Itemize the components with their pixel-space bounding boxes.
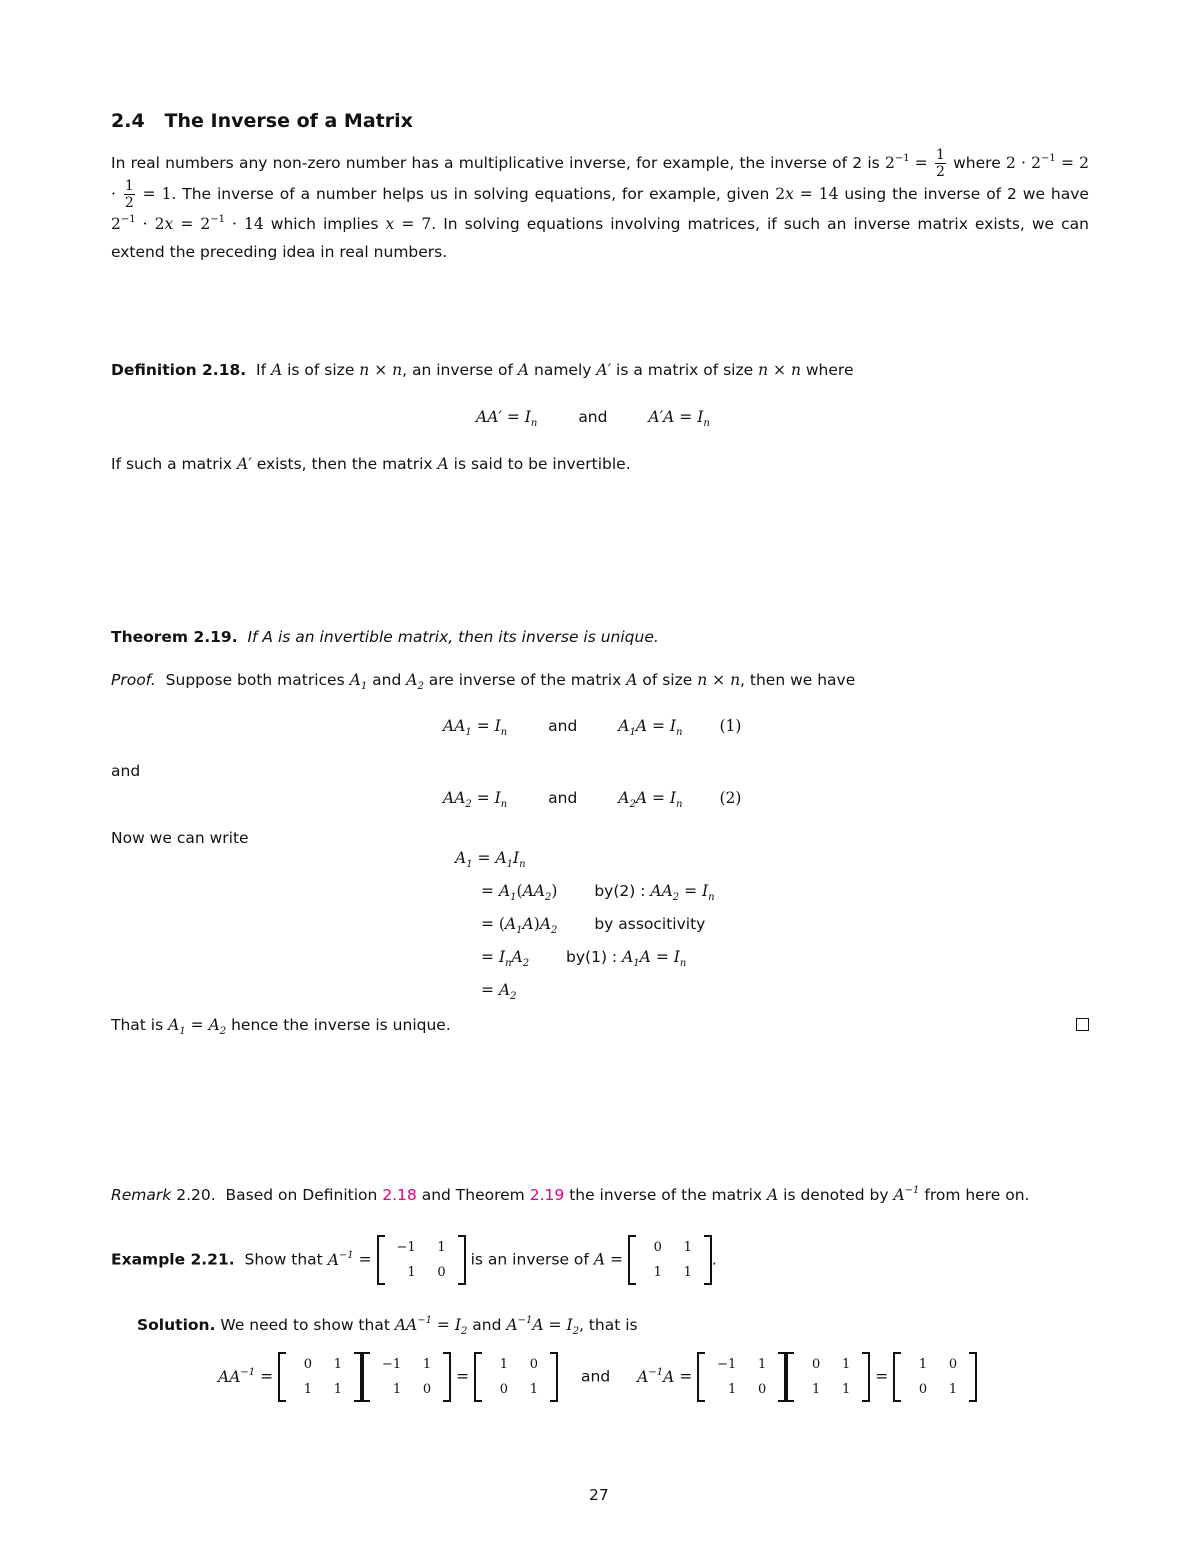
matrix-identity: 1 0 0 1	[893, 1352, 977, 1402]
qed-square-icon	[1076, 1018, 1089, 1031]
matrix-a-inverse: −1 1 1 0	[377, 1235, 466, 1285]
derivation-line-3: = $(A_1A)A_2$ by associtivity	[481, 915, 706, 936]
remark-2-20: Remark 2.20. Based on Definition 2.18 and Theorem 2.19 the inverse of the matrix A is denoted by $A^{-1}$ from here on.	[111, 1185, 1030, 1204]
matrix-a-inverse: −1 1 1 0	[697, 1352, 786, 1402]
solution-equations: $AA^{-1}$ = 0 1 1 1 −1 1 1 0 = 1 0 0 1 and $A^{-1}A$ = −1 1 1 0 0 1 1 1 = 1 0 0 1	[218, 1352, 977, 1402]
page-number: 27	[589, 1486, 609, 1504]
proof-intro: Proof. Suppose both matrices $A_1$ and $A_2$ are inverse of the matrix A of size n × n, then we have	[111, 671, 856, 692]
matrix-a: 0 1 1 1	[786, 1352, 870, 1402]
matrix-a: 0 1 1 1	[628, 1235, 712, 1285]
intro-paragraph: In real numbers any non-zero number has a multiplicative inverse, for example, the inverse of 2 is $2^{-1}$ = $\frac{1}{2}$ where $2 \cdot 2^{-1} = 2$ · $\frac{1}{2}$ = 1. The inverse of a number helps us in solving equations, for example, given 2x = 14 using the inverse of 2 we have $2^{-1} \cdot 2x = 2^{-1} \cdot 14$ which implies x = 7. In solving equations involving matrices, if such an inverse matrix exists, we can extend the preceding idea in real numbers.	[111, 147, 1090, 261]
derivation-line-5: = $A_2$	[481, 981, 517, 1002]
remark-label: Remark	[111, 1186, 172, 1204]
matrix-a-inverse: −1 1 1 0	[362, 1352, 451, 1402]
section-number: 2.4	[111, 110, 145, 132]
solution-intro: Solution. We need to show that $AA^{-1} = I_2$ and $A^{-1}A = I_2$, that is	[137, 1315, 638, 1337]
derivation-line-2: = $A_1(AA_2)$ by(2) : $AA_2 = I_n$	[481, 882, 715, 903]
proof-conclusion: That is $A_1 = A_2$ hence the inverse is unique.	[111, 1016, 451, 1037]
derivation-line-1: $A_1 = A_1I_n$	[455, 849, 526, 870]
proof-now: Now we can write	[111, 829, 249, 847]
example-2-21: Example 2.21. Show that $A^{-1}$ = −1 1 1 0 is an inverse of A = 0 1 1 1 .	[111, 1235, 717, 1285]
proof-equation-1: $AA_1 = I_n$ and $A_1A = I_n$ (1)	[443, 717, 742, 738]
definition-label: Definition 2.18.	[111, 361, 247, 379]
theorem-2-19	[111, 628, 659, 646]
solution-label: Solution.	[137, 1316, 216, 1334]
example-label: Example 2.21.	[111, 1250, 235, 1269]
proof-equation-2: $AA_2 = I_n$ and $A_2A = I_n$ (2)	[443, 789, 742, 810]
proof-and: and	[111, 762, 141, 780]
link-definition-2-18[interactable]: 2.18	[382, 1186, 417, 1204]
derivation-line-4: = $I_nA_2$ by(1) : $A_1A = I_n$	[481, 948, 687, 969]
proof-label: Proof.	[111, 671, 156, 689]
definition-conclusion: If such a matrix A′ exists, then the matrix A is said to be invertible.	[111, 455, 631, 473]
section-title: The Inverse of a Matrix	[164, 110, 413, 132]
matrix-a: 0 1 1 1	[278, 1352, 362, 1402]
definition-2-18: Definition 2.18. If A is of size n × n, an inverse of A namely A′ is a matrix of size n × n where	[111, 361, 854, 379]
matrix-identity: 1 0 0 1	[474, 1352, 558, 1402]
theorem-label: Theorem 2.19.	[111, 628, 238, 646]
theorem-statement: If A is an invertible matrix, then its inverse is unique.	[247, 628, 659, 646]
section-heading	[111, 110, 413, 132]
definition-equation: $AA' = I_n$ and $A'A = I_n$	[476, 408, 710, 429]
link-theorem-2-19[interactable]: 2.19	[529, 1186, 565, 1204]
